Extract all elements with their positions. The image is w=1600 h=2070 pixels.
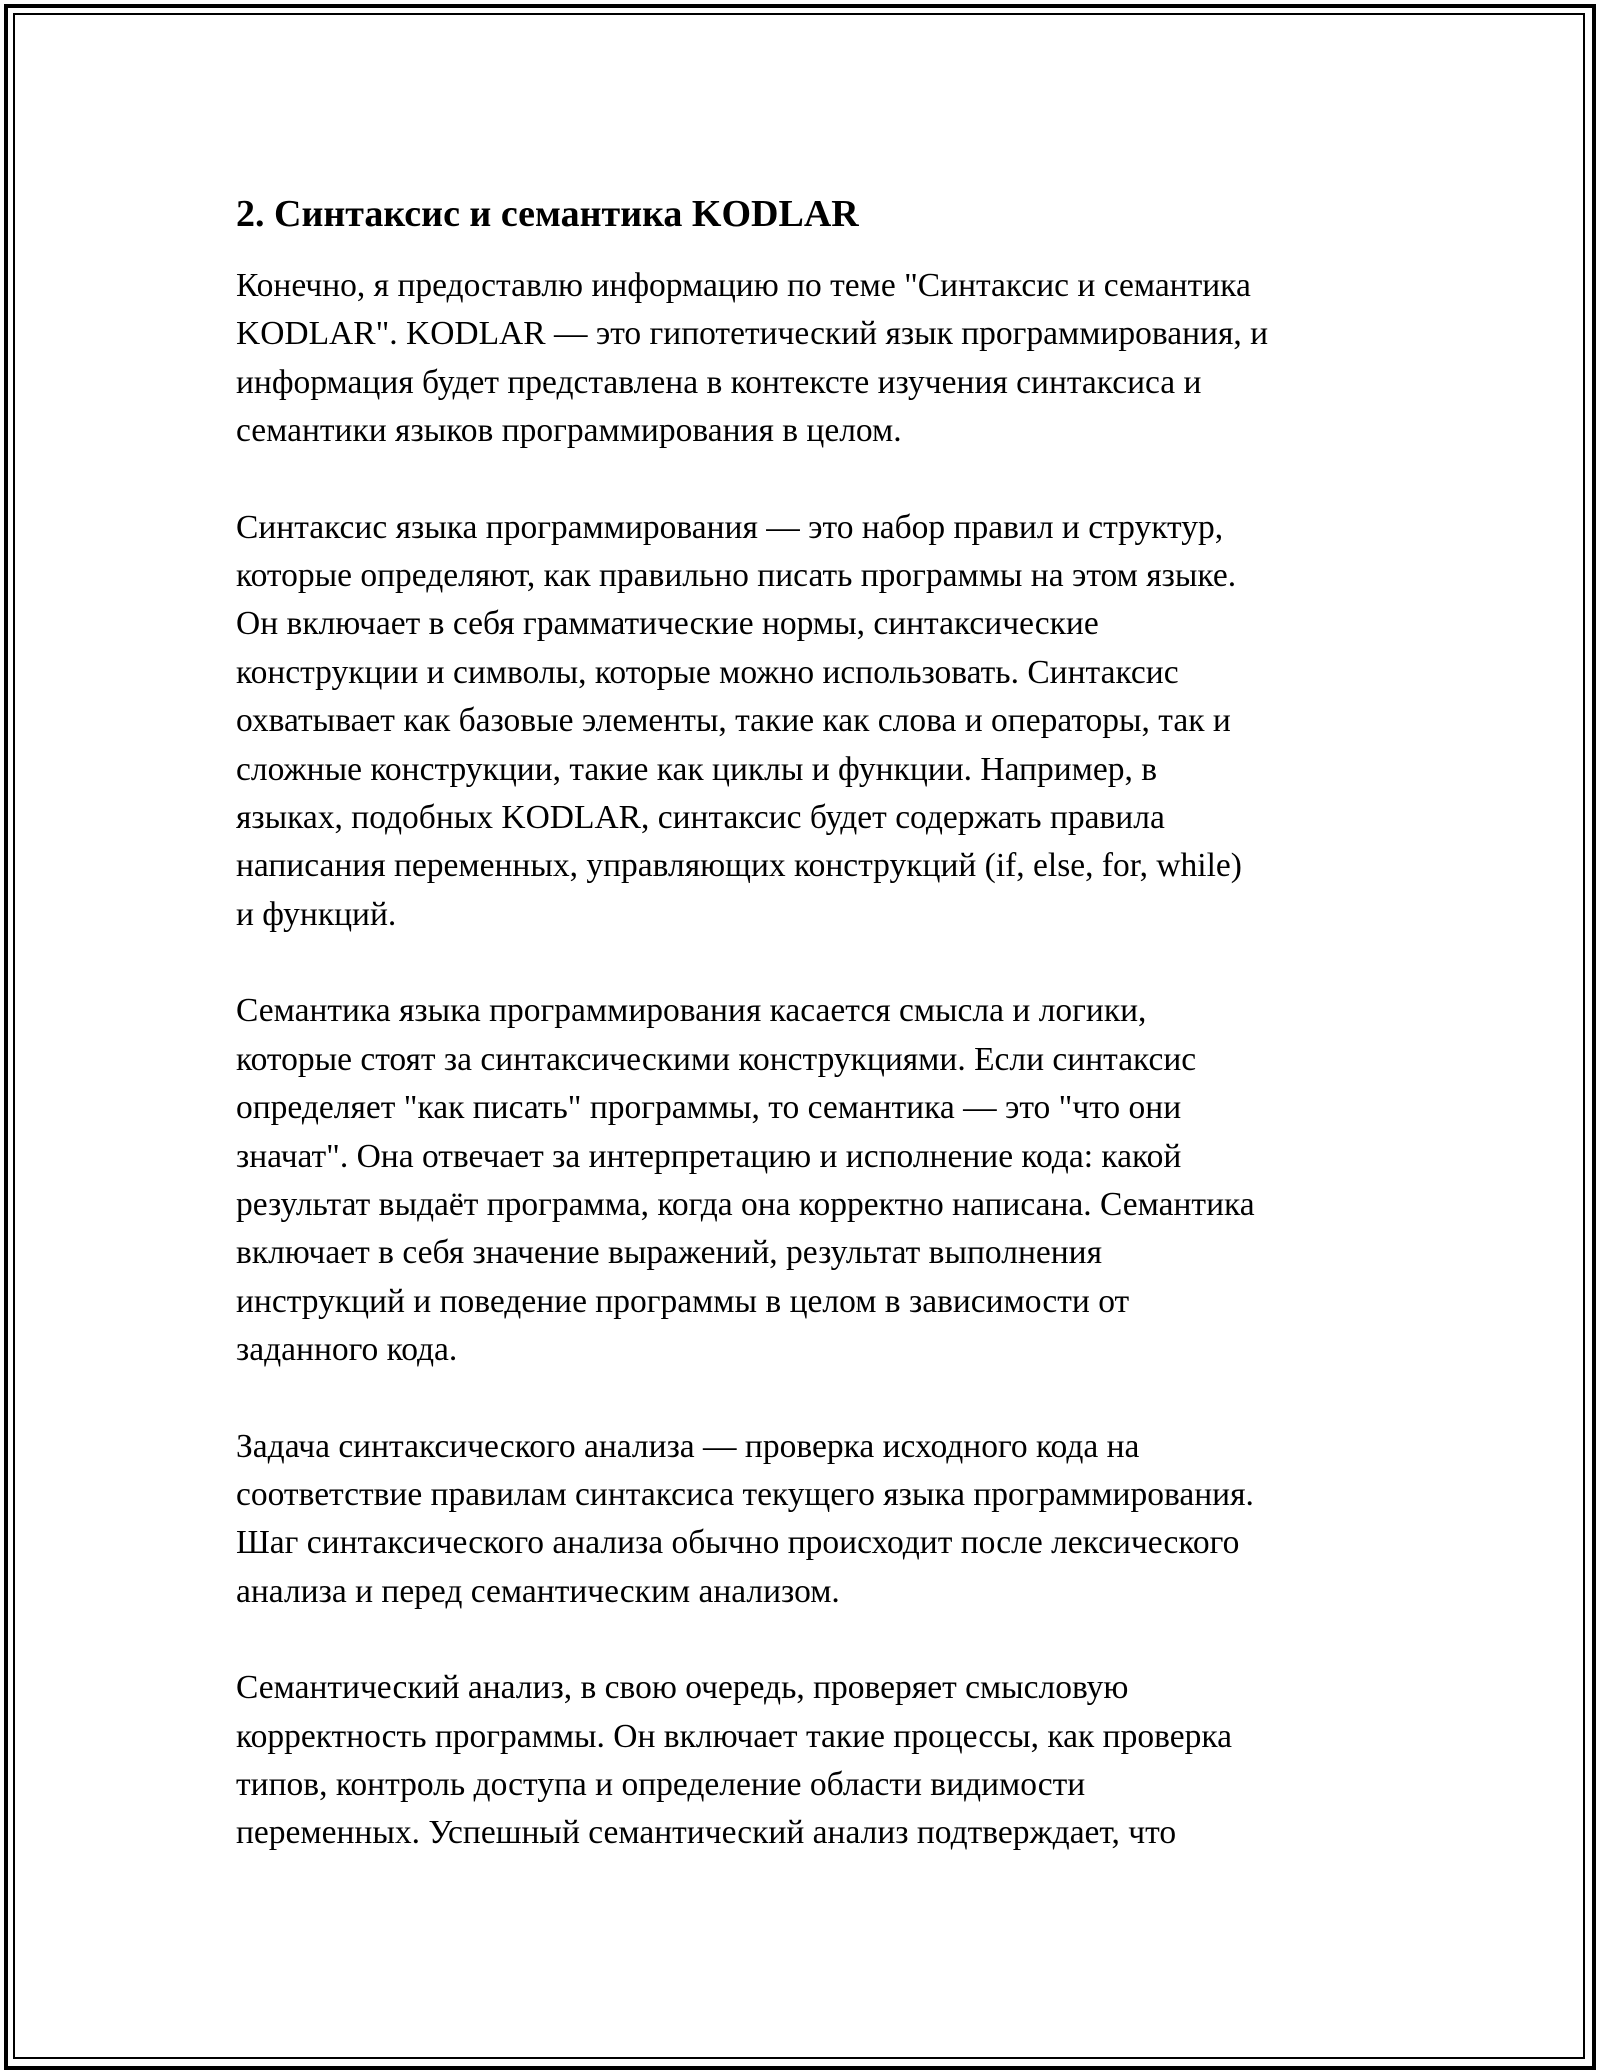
text-line: написания переменных, управляющих конструкций (if, else, for, while) — [236, 847, 1242, 885]
text-line: корректность программы. Он включает такие процессы, как проверка — [236, 1717, 1232, 1755]
text-line: Задача синтаксического анализа — проверка исходного кода на — [236, 1427, 1140, 1465]
text-line: инструкций и поведение программы в целом в зависимости от — [236, 1282, 1130, 1320]
text-line: результат выдаёт программа, когда она корректно написана. Семантика — [236, 1185, 1255, 1223]
text-line: определяет "как писать" программы, то семантика — это "что они — [236, 1089, 1182, 1127]
text-line: включает в себя значение выражений, результат выполнения — [236, 1234, 1103, 1272]
text-line: Он включает в себя грамматические нормы, синтаксические — [236, 605, 1099, 643]
text-line: семантики языков программирования в целом. — [236, 412, 902, 450]
text-line: которые определяют, как правильно писать программы на этом языке. — [236, 557, 1237, 595]
paragraph-syntax — [236, 504, 1376, 940]
text-line: информация будет представлена в контексте изучения синтаксиса и — [236, 363, 1202, 401]
text-line: переменных. Успешный семантический анализ подтверждает, что — [236, 1814, 1177, 1852]
text-line: конструкции и символы, которые можно использовать. Синтаксис — [236, 653, 1179, 691]
text-line: охватывает как базовые элементы, такие как слова и операторы, так и — [236, 702, 1231, 740]
text-line: значат". Она отвечает за интерпретацию и исполнение кода: какой — [236, 1137, 1182, 1175]
text-line: Синтаксис языка программирования — это набор правил и структур, — [236, 508, 1224, 546]
text-line: Семантический анализ, в свою очередь, проверяет смысловую — [236, 1669, 1129, 1707]
text-line: типов, контроль доступа и определение области видимости — [236, 1765, 1086, 1803]
text-line: и функций. — [236, 895, 397, 933]
text-line: сложные конструкции, такие как циклы и функции. Например, в — [236, 750, 1158, 788]
text-line: соответствие правилам синтаксиса текущего языка программирования. — [236, 1475, 1254, 1513]
text-line: KODLAR". KODLAR — это гипотетический язык программирования, и — [236, 315, 1269, 353]
paragraph-intro — [236, 262, 1376, 456]
text-line: Семантика языка программирования касается смысла и логики, — [236, 992, 1147, 1030]
text-line: языках, подобных KODLAR, синтаксис будет содержать правила — [236, 799, 1165, 837]
document-body — [236, 186, 1376, 1858]
paragraph-semantics — [236, 987, 1376, 1374]
text-line: заданного кода. — [236, 1331, 458, 1369]
paragraph-syntax-analysis — [236, 1423, 1376, 1617]
text-line: Конечно, я предоставлю информацию по теме "Синтаксис и семантика — [236, 267, 1251, 304]
section-heading: 2. Синтаксис и семантика KODLAR — [236, 193, 859, 235]
paragraph-semantic-analysis — [236, 1664, 1376, 1858]
text-line: анализа и перед семантическим анализом. — [236, 1572, 840, 1610]
text-line: которые стоят за синтаксическими конструкциями. Если синтаксис — [236, 1040, 1197, 1078]
text-line: Шаг синтаксического анализа обычно происходит после лексического — [236, 1524, 1240, 1562]
